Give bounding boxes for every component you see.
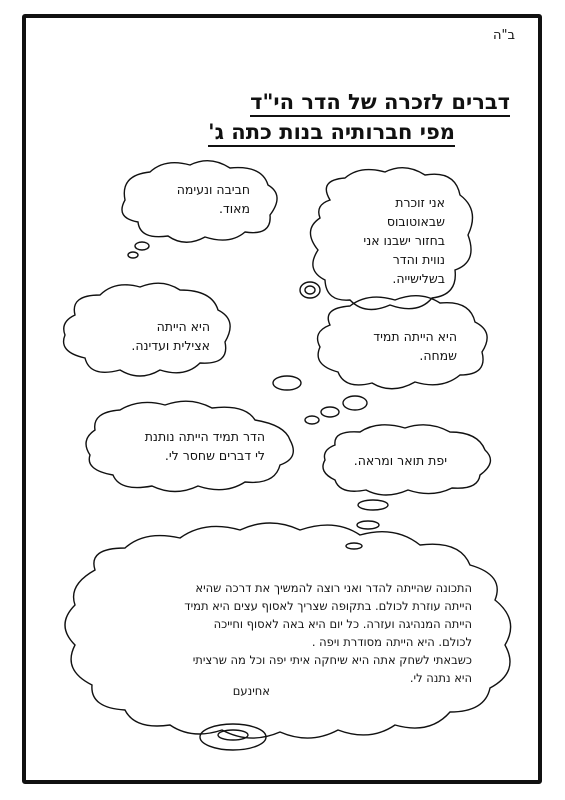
bubble-bus — [363, 193, 445, 288]
cloud-happy-trail-3 — [305, 416, 319, 424]
bubble-noble — [131, 317, 210, 355]
bubble-bus-line: בשלישייה. — [392, 271, 445, 286]
cloud-beautiful-trail-1 — [358, 500, 388, 510]
bubble-main-signature: אחינעם — [232, 684, 270, 698]
bubble-main-line: התכונה שהייתה להדר ואני רוצה להמשיך את דרכה שהיא — [195, 581, 472, 595]
bubble-bus-line: נווית והדר — [392, 252, 445, 267]
page-subtitle: מפי חברותיה בנות כתה ג' — [208, 120, 455, 147]
bubble-main-line: היא נתנה לי. — [409, 671, 472, 685]
bubble-main — [184, 579, 472, 687]
bubble-lovely — [177, 180, 250, 218]
bubble-beautiful-line: יפת תואר ומראה. — [353, 453, 447, 468]
cloud-main-trail-outer — [200, 724, 266, 750]
cloud-bus-trail — [300, 282, 320, 298]
bubble-bus-line: בחזור ישבנו אני — [363, 233, 445, 248]
cloud-beautiful-trail-3 — [346, 543, 362, 549]
bubble-lovely-line: חביבה ונעימה — [176, 182, 250, 197]
cloud-lovely-trail-2 — [128, 252, 138, 258]
bubble-noble-line: היא הייתה — [156, 319, 210, 334]
cloud-bus-trail-inner — [305, 286, 315, 294]
cloud-happy-trail-2 — [321, 407, 339, 417]
cloud-happy-trail-1 — [343, 396, 367, 410]
bubble-lovely-line: מאוד. — [218, 201, 250, 216]
bubble-giving-line: הדר תמיד הייתה נותנת — [144, 429, 265, 444]
bubble-beautiful — [354, 451, 447, 470]
bubble-happy — [373, 327, 457, 365]
bubble-giving — [145, 427, 265, 465]
bubble-main-line: הייתה עוזרת לכולם. בתקופה שצריך לאסוף עצים היא תמיד — [184, 599, 472, 613]
bubble-happy-line: שמחה. — [419, 348, 457, 363]
bubble-giving-line: לי דברים שחסר לי. — [164, 448, 265, 463]
cloud-lovely-trail-1 — [135, 242, 149, 250]
bubble-main-line: הייתה המנהיגה ועזרה. כל יום היא באה לאסוף וחייכה — [213, 617, 472, 631]
bubble-bus-line: שבאוטובוס — [386, 214, 445, 229]
page-title: דברים לזכרה של הדר הי"ד — [250, 90, 510, 117]
bubble-noble-line: אצילית ועדינה. — [131, 338, 210, 353]
cloud-noble-trail — [273, 376, 301, 390]
bubble-bus-line: אני זוכרת — [395, 195, 445, 210]
bubble-happy-line: היא הייתה תמיד — [373, 329, 457, 344]
cloud-beautiful-trail-2 — [357, 521, 379, 529]
bubble-main-line: כשבאתי לשחק אתה היא שיחקה איתי יפה וכל מה שרציתי — [192, 653, 472, 667]
header-bh: ב"ה — [493, 28, 515, 43]
bubble-main-line: לכולם. היא הייתה מסודרת ויפה . — [311, 635, 472, 649]
